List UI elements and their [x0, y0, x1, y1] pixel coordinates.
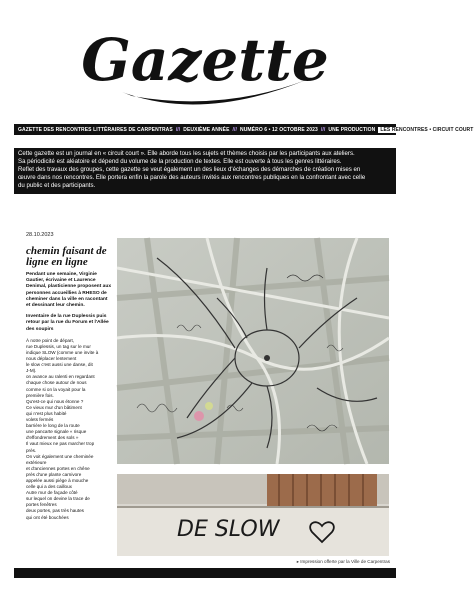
poem-line: Ce vieux mur d'un bâtiment [26, 404, 82, 410]
gazette-logo [81, 18, 329, 118]
poem-line: près d'une plante carnivore [26, 471, 82, 477]
poem-line: on avance au ralenti en regardant [26, 374, 95, 380]
poem-line: qui n'est plus habité [26, 410, 67, 416]
poem-line: J-M). [26, 368, 37, 374]
poem-line: portes fenêtres [26, 502, 57, 508]
intro-box [14, 148, 396, 194]
article-lede: Pendant une semaine, Virginie Gautier, écrivaine et Laurence Denimal, plasticienne proposent aux personnes accueillies à RHESO de cheminer dans la ville en racontant et dessinant leur chemin. [26, 272, 112, 309]
article-title-line: chemin faisant de [26, 245, 107, 257]
poem-line: une pancarte signale « risque [26, 429, 87, 435]
poem-line: indique SLOW (comme une invite à [26, 350, 99, 356]
poem-line: rue Duplessis, un tag sur le mur [26, 343, 91, 349]
logo-text: Gazette [81, 26, 329, 94]
poem-line: qui ont été bouchées [26, 514, 69, 520]
footer-band [14, 568, 396, 578]
slow-tag-text: DE SLOW [177, 517, 280, 542]
slow-tag-photo [117, 474, 389, 556]
intro-line: Sa périodicité est aléatoire et dépend du volume de la production de textes. Elle est ouverte à tous les genres littéraires. [18, 157, 342, 165]
article-title [26, 246, 112, 268]
masthead-band: GAZETTE DES RENCONTRES LITTÉRAIRES DE CARPENTRAS /// DEUXIÈME ANNÉE /// NUMÉRO 6 • 12 OCTOBRE 2023 /// UNE PRODUCTION LES RENCONTRES • CIRCUIT COURT [14, 124, 396, 135]
poem-line: barrière le long de la route [26, 423, 80, 429]
poem-line: nous déplacer lentement [26, 356, 77, 362]
article-title-line: ligne en ligne [26, 256, 88, 268]
poem-line: Qu'est-ce qui nous étonne ? [26, 398, 84, 404]
photo-caption: ▸ Impression offerte par la Ville de Carpentras [296, 559, 390, 564]
poem-line: d'effondrement des sols » [26, 435, 79, 441]
poem-line: sur lequel on devine la trace de [26, 496, 90, 502]
city-map-image [117, 238, 389, 464]
article-subhead: Inventaire de la rue Duplessis puis retour par la rue du Forum et l'Allée des soupirs [26, 314, 109, 332]
intro-line: du public et des participants. [18, 181, 96, 189]
poem-line: appelée aussi piège à mouche [26, 477, 89, 483]
article-column [26, 246, 112, 521]
poem-line: celle qui a des cailloux [26, 484, 72, 490]
poem-line: À notre point de départ, [26, 337, 75, 343]
poem-line: extérieure [26, 459, 47, 465]
band-year: DEUXIÈME ANNÉE [183, 126, 230, 133]
intro-line: œuvre dans nos rencontres. Elle portera enfin la parole des auteurs invités aux rencontres publiques en la confrontant avec celle [18, 173, 366, 181]
poem-line: près. [26, 447, 37, 453]
poem-line: Il vaut mieux ne pas marcher trop [26, 441, 95, 447]
band-tag: LES RENCONTRES • CIRCUIT COURT [380, 126, 474, 133]
poem-line: le slow c'est aussi une danse, dit [26, 362, 93, 368]
intro-line: Reflet des travaux des groupes, cette gazette se veut également un des lieux d'échanges des démarches de création mises en [18, 165, 361, 173]
article-poem [26, 338, 112, 521]
intro-line: Cette gazette est un journal en « circuit court ». Elle aborde tous les sujets et thèmes choisis par les participants aux ateliers. [18, 150, 355, 157]
poem-line: Autre mur de façade côté [26, 490, 78, 496]
poem-line: et d'anciennes portes en chêne [26, 465, 90, 471]
poem-line: comme si on la voyait pour la [26, 386, 86, 392]
poem-line: chaque chose autour de nous [26, 380, 87, 386]
band-title: GAZETTE DES RENCONTRES LITTÉRAIRES DE CARPENTRAS [18, 126, 173, 133]
band-production: UNE PRODUCTION [328, 126, 376, 133]
poem-line: On voit également une cheminée [26, 453, 94, 459]
poem-line: première fois. [26, 392, 54, 398]
poem-line: deux portes, pas très hautes [26, 508, 84, 514]
article-date: 28.10.2023 [26, 232, 54, 238]
band-issue: NUMÉRO 6 • 12 OCTOBRE 2023 [239, 126, 318, 133]
poem-line: volets fermés [26, 417, 54, 423]
